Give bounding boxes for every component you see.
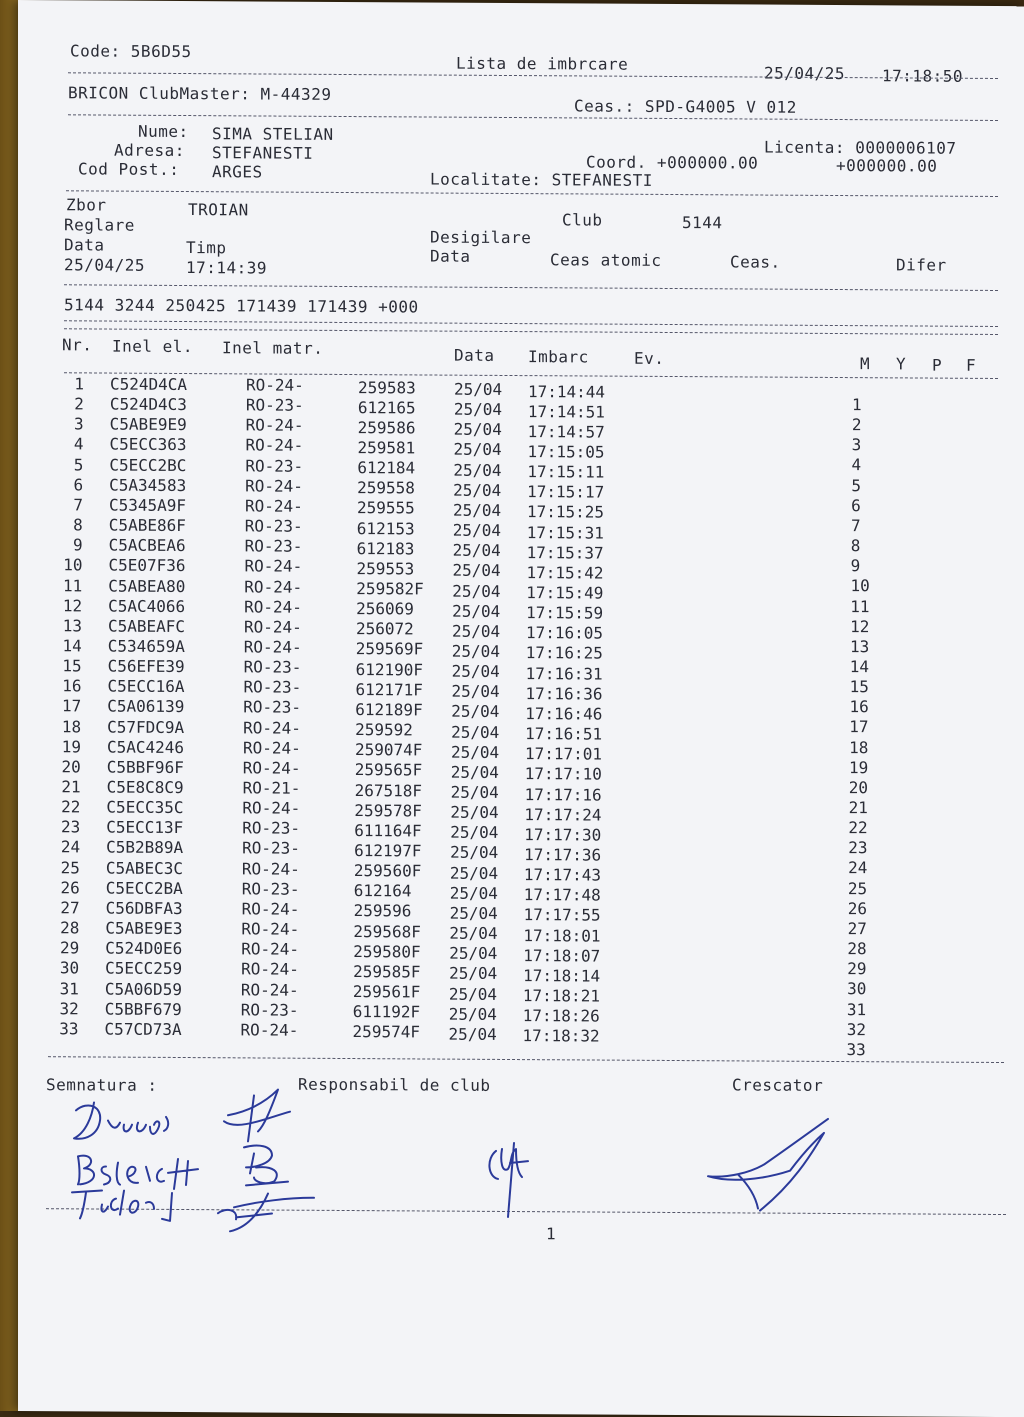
row-ring-number: 259555 (356, 498, 415, 518)
row-time: 17:16:05 (525, 623, 604, 643)
row-time: 17:15:42 (526, 562, 604, 583)
row-ring-prefix: RO-24- (243, 637, 302, 657)
row-date: 25/04 (451, 641, 500, 661)
coord2-text: +000000.00 (836, 155, 938, 176)
row-ring-prefix: RO-24- (240, 1020, 299, 1040)
row-ring-number: 256072 (355, 619, 414, 639)
row-electronic-ring: C5B2B89A (106, 837, 184, 858)
row-ring-number: 259553 (356, 558, 415, 579)
row-electronic-ring: C5ACBEA6 (108, 535, 186, 556)
divider (68, 114, 998, 121)
unseal-label: Desigilare (430, 227, 532, 248)
row-time: 17:17:10 (524, 764, 602, 784)
row-date: 25/04 (449, 863, 499, 883)
clock-label: Ceas. (730, 252, 781, 272)
row-nr: 32 (59, 998, 79, 1019)
row-nr: 14 (62, 636, 82, 656)
row-ring-prefix: RO-23- (242, 818, 301, 839)
divider (68, 72, 998, 79)
row-electronic-ring: C5A06139 (107, 696, 185, 717)
difference-label: Difer (896, 255, 947, 275)
row-time: 17:17:48 (523, 885, 601, 905)
row-nr: 7 (73, 495, 83, 515)
row-position: 9 (850, 556, 861, 576)
row-time: 17:17:16 (524, 784, 602, 805)
row-electronic-ring: C5ECC2BA (105, 878, 183, 898)
row-time: 17:17:55 (523, 905, 601, 925)
row-ring-prefix: RO-23- (244, 516, 303, 536)
col-nr: Nr. (62, 335, 93, 355)
row-electronic-ring: C5ECC259 (105, 958, 183, 979)
row-electronic-ring: C5ECC35C (106, 797, 184, 818)
club-number: 5144 (682, 213, 723, 233)
row-ring-number: 256069 (356, 599, 414, 619)
row-date: 25/04 (450, 782, 499, 802)
divider (66, 190, 998, 197)
row-date: 25/04 (452, 540, 501, 561)
row-ring-number: 612190F (355, 659, 424, 680)
row-date: 25/04 (450, 802, 499, 823)
row-ring-number: 259569F (355, 639, 424, 659)
row-position: 31 (846, 999, 867, 1019)
row-date: 25/04 (448, 1004, 497, 1024)
divider (64, 284, 998, 291)
row-position: 7 (850, 515, 861, 536)
col-p: P (932, 355, 943, 375)
row-date: 25/04 (450, 762, 499, 782)
row-position: 12 (850, 616, 870, 636)
row-position: 3 (851, 435, 862, 455)
row-position: 28 (847, 939, 867, 959)
row-ring-prefix: RO-24- (241, 858, 300, 879)
row-nr: 26 (60, 878, 80, 898)
row-ring-prefix: RO-23- (244, 536, 303, 556)
row-ring-number: 611164F (354, 820, 422, 841)
row-ring-number: 259578F (354, 800, 422, 821)
row-date: 25/04 (449, 903, 498, 923)
row-position: 29 (847, 959, 867, 979)
row-ring-number: 612197F (354, 840, 422, 861)
print-time: 17:18:50 (882, 66, 964, 86)
row-electronic-ring: C56EFE39 (107, 656, 185, 677)
row-nr: 16 (62, 676, 82, 696)
row-ring-prefix: RO-24- (241, 939, 300, 959)
row-date: 25/04 (454, 379, 503, 399)
row-nr: 1 (74, 374, 84, 394)
row-ring-number: 259560F (353, 861, 422, 881)
row-nr: 33 (59, 1019, 79, 1039)
license-text: Licenta: 0000006107 (764, 137, 957, 158)
row-date: 25/04 (452, 500, 502, 520)
row-ring-number: 612164 (353, 881, 412, 901)
row-time: 17:18:07 (523, 945, 601, 966)
row-ring-prefix: RO-24- (242, 758, 301, 778)
club-label: Club (562, 210, 603, 230)
row-time: 17:17:01 (524, 744, 602, 764)
row-ring-prefix: RO-23- (241, 879, 300, 899)
row-ring-prefix: RO-23- (242, 838, 300, 859)
row-position: 2 (851, 415, 862, 435)
row-ring-prefix: RO-23- (243, 657, 302, 677)
row-time: 17:14:57 (527, 421, 605, 442)
row-date: 25/04 (452, 560, 501, 581)
row-ring-prefix: RO-24- (245, 476, 303, 496)
row-electronic-ring: C5ABEC3C (105, 858, 183, 878)
col-m: M (860, 354, 871, 374)
row-ring-prefix: RO-24- (244, 597, 302, 617)
row-ring-prefix: RO-24- (244, 576, 303, 597)
row-date: 25/04 (451, 621, 501, 641)
row-date: 25/04 (453, 440, 502, 460)
row-position: 19 (848, 757, 869, 777)
clock-code-line: 5144 3244 250425 171439 171439 +000 (64, 295, 419, 317)
row-ring-prefix: RO-24- (242, 738, 301, 758)
row-ring-number: 611192F (352, 1002, 421, 1022)
row-date: 25/04 (448, 984, 498, 1004)
row-ring-number: 259581 (357, 438, 416, 458)
row-time: 17:18:14 (523, 965, 601, 986)
row-ring-prefix: RO-24- (241, 899, 300, 919)
date-label: Data (64, 235, 105, 255)
row-nr: 18 (61, 716, 82, 736)
row-date: 25/04 (452, 601, 501, 621)
row-time: 17:18:26 (522, 1006, 600, 1026)
row-nr: 25 (60, 857, 80, 877)
row-date: 25/04 (449, 923, 498, 943)
row-ring-number: 259568F (353, 921, 421, 942)
row-position: 21 (848, 798, 868, 818)
row-electronic-ring: C56DBFA3 (105, 898, 183, 918)
row-ring-number: 612165 (357, 397, 416, 418)
row-date: 25/04 (452, 520, 501, 540)
page-number: 1 (546, 1224, 557, 1244)
row-ring-prefix: RO-24- (245, 435, 304, 456)
row-ring-prefix: RO-23- (243, 677, 302, 697)
adjust-label: Reglare (64, 215, 135, 235)
row-position: 20 (848, 777, 869, 798)
row-electronic-ring: C5E8C8C9 (106, 777, 184, 798)
row-time: 17:15:59 (526, 603, 604, 623)
atomic-clock-label: Ceas atomic (550, 250, 662, 270)
row-electronic-ring: C5A06D59 (104, 979, 182, 999)
col-electronic-ring: Inel el. (112, 336, 194, 357)
row-position: 17 (849, 717, 869, 737)
row-ring-prefix: RO-23- (240, 1000, 299, 1020)
row-electronic-ring: C5AC4246 (106, 737, 184, 757)
row-electronic-ring: C5BBF96F (106, 757, 184, 777)
clock-id: Ceas.: SPD-G4005 V 012 (574, 96, 797, 117)
row-ring-prefix: RO-23- (243, 697, 302, 718)
row-nr: 21 (61, 777, 81, 797)
row-nr: 8 (73, 515, 83, 535)
print-date: 25/04/25 (764, 63, 846, 84)
row-electronic-ring: C5BBF679 (104, 999, 182, 1019)
row-position: 32 (846, 1019, 866, 1039)
row-position: 13 (849, 636, 870, 656)
row-ring-prefix: RO-24- (244, 496, 303, 516)
row-electronic-ring: C5A34583 (109, 475, 187, 495)
row-date: 25/04 (449, 883, 498, 903)
col-date: Data (454, 345, 495, 365)
row-nr: 22 (61, 797, 81, 817)
row-ring-number: 612153 (356, 518, 415, 538)
row-electronic-ring: C5ABE86F (108, 515, 186, 536)
row-ring-number: 259580F (353, 941, 421, 962)
row-ring-number: 259574F (352, 1022, 420, 1042)
row-electronic-ring: C5ECC16A (107, 676, 185, 697)
row-ring-prefix: RO-23- (245, 395, 304, 415)
club-master: BRICON ClubMaster: M-44329 (68, 83, 332, 104)
row-position: 16 (849, 697, 869, 717)
owner-name: SIMA STELIAN (212, 124, 334, 144)
row-nr: 19 (61, 736, 81, 757)
row-ring-prefix: RO-24- (245, 415, 304, 436)
col-ev: Ev. (634, 348, 665, 368)
time-label: Timp (186, 238, 227, 258)
row-time: 17:14:51 (527, 401, 605, 422)
row-date: 25/04 (449, 943, 498, 964)
row-electronic-ring: C5ABE9E9 (109, 414, 187, 435)
row-nr: 31 (59, 978, 79, 998)
row-electronic-ring: C5ABEAFC (107, 616, 186, 636)
row-ring-number: 259585F (353, 961, 421, 982)
row-time: 17:16:46 (525, 703, 603, 724)
unseal-date-label: Data (430, 246, 471, 266)
row-ring-prefix: RO-24- (244, 556, 303, 577)
row-ring-number: 259586 (357, 417, 416, 438)
row-electronic-ring: C524D4CA (110, 374, 188, 395)
row-ring-prefix: RO-24- (243, 717, 301, 738)
row-time: 17:18:01 (523, 925, 601, 946)
row-position: 27 (847, 918, 867, 939)
col-registry-ring: Inel matr. (222, 338, 324, 358)
row-electronic-ring: C5ABEA80 (108, 576, 186, 596)
row-date: 25/04 (451, 722, 500, 742)
row-nr: 3 (74, 414, 84, 434)
owner-address: STEFANESTI (212, 143, 314, 163)
row-electronic-ring: C57FDC9A (107, 717, 185, 737)
row-date: 25/04 (449, 963, 498, 984)
row-ring-prefix: RO-24- (241, 959, 299, 980)
row-electronic-ring: C5ECC2BC (109, 455, 187, 475)
row-position: 18 (849, 737, 869, 757)
row-time: 17:16:31 (525, 663, 603, 684)
row-date: 25/04 (451, 702, 500, 722)
locality-text: Localitate: STEFANESTI (430, 169, 653, 190)
row-date: 25/04 (452, 581, 501, 601)
row-time: 17:17:43 (523, 865, 601, 885)
row-nr: 13 (62, 616, 82, 636)
row-time: 17:18:21 (522, 986, 600, 1006)
row-ring-number: 259582F (356, 579, 424, 599)
row-nr: 27 (60, 898, 80, 918)
row-electronic-ring: C524D4C3 (109, 394, 187, 415)
row-electronic-ring: C5ECC363 (109, 434, 187, 455)
row-date: 25/04 (448, 1024, 497, 1044)
club-responsible-label: Responsabil de club (298, 1074, 491, 1095)
row-position: 5 (851, 475, 861, 495)
row-position: 10 (850, 576, 870, 596)
row-ring-number: 612171F (355, 679, 423, 700)
row-ring-number: 259583 (358, 377, 416, 397)
row-nr: 12 (62, 595, 83, 616)
row-ring-number: 612183 (356, 538, 415, 559)
row-ring-number: 612189F (355, 699, 423, 720)
row-ring-number: 259596 (353, 901, 412, 921)
row-ring-prefix: RO-21- (242, 778, 301, 798)
row-ring-number: 267518F (354, 780, 423, 800)
row-time: 17:15:49 (526, 583, 604, 603)
row-nr: 5 (73, 454, 84, 474)
row-nr: 9 (73, 535, 83, 555)
row-position: 33 (846, 1039, 866, 1059)
row-nr: 29 (59, 938, 80, 958)
row-electronic-ring: C5E07F36 (108, 555, 186, 576)
row-ring-prefix: RO-24- (243, 617, 302, 637)
row-position: 26 (847, 898, 868, 918)
handwritten-signatures (58, 1080, 338, 1242)
row-date: 25/04 (450, 843, 499, 863)
breeder-label: Crescator (732, 1075, 824, 1095)
row-position: 6 (851, 495, 861, 515)
row-electronic-ring: C524D0E6 (105, 938, 183, 959)
row-nr: 11 (63, 575, 83, 595)
row-time: 17:15:25 (526, 502, 605, 522)
row-nr: 17 (62, 696, 82, 716)
row-nr: 6 (73, 475, 84, 495)
code-text: Code: 5B6D55 (70, 41, 192, 62)
row-date: 25/04 (450, 742, 500, 762)
row-nr: 15 (62, 656, 82, 676)
row-ring-prefix: RO-24- (242, 798, 301, 818)
row-date: 25/04 (450, 822, 499, 843)
postal-code-label: Cod Post.: (78, 159, 180, 179)
col-boarding: Imbarc (528, 347, 589, 367)
row-position: 24 (848, 858, 868, 878)
row-time: 17:16:25 (525, 643, 603, 664)
row-nr: 30 (59, 958, 80, 978)
row-ring-number: 259561F (352, 982, 421, 1002)
row-nr: 28 (60, 918, 80, 938)
row-ring-prefix: RO-23- (245, 455, 304, 476)
col-f: F (966, 355, 977, 375)
row-ring-number: 259592 (355, 720, 413, 740)
row-nr: 23 (61, 817, 81, 837)
row-date: 25/04 (453, 399, 502, 420)
row-position: 23 (848, 838, 868, 858)
row-position: 1 (852, 395, 862, 415)
row-ring-number: 259074F (354, 740, 423, 760)
row-nr: 4 (73, 434, 84, 454)
row-ring-number: 259565F (354, 760, 423, 780)
row-date: 25/04 (453, 480, 502, 500)
row-time: 17:17:24 (524, 804, 602, 825)
row-electronic-ring: C5AC4066 (108, 596, 186, 616)
row-time: 17:15:31 (526, 522, 604, 543)
adjust-time: 17:14:39 (186, 258, 268, 278)
row-time: 17:15:17 (527, 482, 605, 502)
address-label: Adresa: (114, 140, 185, 161)
row-position: 22 (848, 818, 868, 838)
row-position: 4 (851, 455, 862, 475)
name-label: Nume: (138, 121, 189, 142)
row-position: 25 (847, 878, 868, 898)
row-electronic-ring: C5345A9F (108, 495, 187, 515)
club-responsible-signature (478, 1133, 548, 1223)
document-title: Lista de imbrcare (456, 53, 629, 74)
row-nr: 10 (63, 555, 83, 575)
col-y: Y (896, 354, 907, 374)
coord-text: Coord. +000000.00 (586, 152, 759, 173)
row-time: 17:17:36 (524, 845, 602, 865)
printed-sheet (18, 0, 1024, 1417)
row-date: 25/04 (453, 419, 502, 440)
flight-label: Zbor (66, 195, 107, 215)
row-time: 17:15:05 (527, 442, 605, 462)
row-ring-prefix: RO-24- (241, 919, 300, 939)
row-time: 17:18:32 (522, 1026, 600, 1046)
row-position: 14 (849, 657, 870, 677)
breeder-signature (698, 1104, 858, 1225)
row-electronic-ring: C534659A (107, 636, 185, 656)
row-position: 11 (850, 596, 870, 616)
row-nr: 20 (61, 757, 81, 777)
row-ring-prefix: RO-24- (246, 375, 304, 395)
row-nr: 24 (60, 837, 81, 857)
row-date: 25/04 (453, 460, 502, 480)
row-electronic-ring: C5ABE9E3 (105, 918, 183, 939)
row-date: 25/04 (451, 681, 500, 702)
row-electronic-ring: C5ECC13F (106, 817, 184, 838)
row-date: 25/04 (451, 661, 500, 682)
row-time: 17:14:44 (528, 381, 606, 402)
row-time: 17:16:51 (525, 724, 603, 744)
row-position: 15 (849, 677, 869, 697)
row-time: 17:17:30 (524, 824, 602, 845)
adjust-date: 25/04/25 (64, 255, 146, 275)
signature-label: Semnatura : (46, 1075, 158, 1095)
row-electronic-ring: C57CD73A (104, 1019, 182, 1039)
row-time: 17:15:11 (527, 462, 605, 482)
flight-name: TROIAN (188, 200, 249, 220)
row-time: 17:15:37 (526, 542, 604, 563)
divider (64, 320, 998, 327)
row-ring-number: 259558 (357, 478, 415, 498)
divider (64, 328, 998, 335)
owner-postal-code: ARGES (212, 162, 263, 182)
row-ring-number: 612184 (357, 458, 416, 478)
row-nr: 2 (74, 394, 84, 414)
row-position: 8 (850, 536, 861, 556)
row-position: 30 (847, 979, 867, 999)
row-ring-prefix: RO-24- (240, 979, 299, 1000)
row-time: 17:16:36 (525, 683, 603, 704)
